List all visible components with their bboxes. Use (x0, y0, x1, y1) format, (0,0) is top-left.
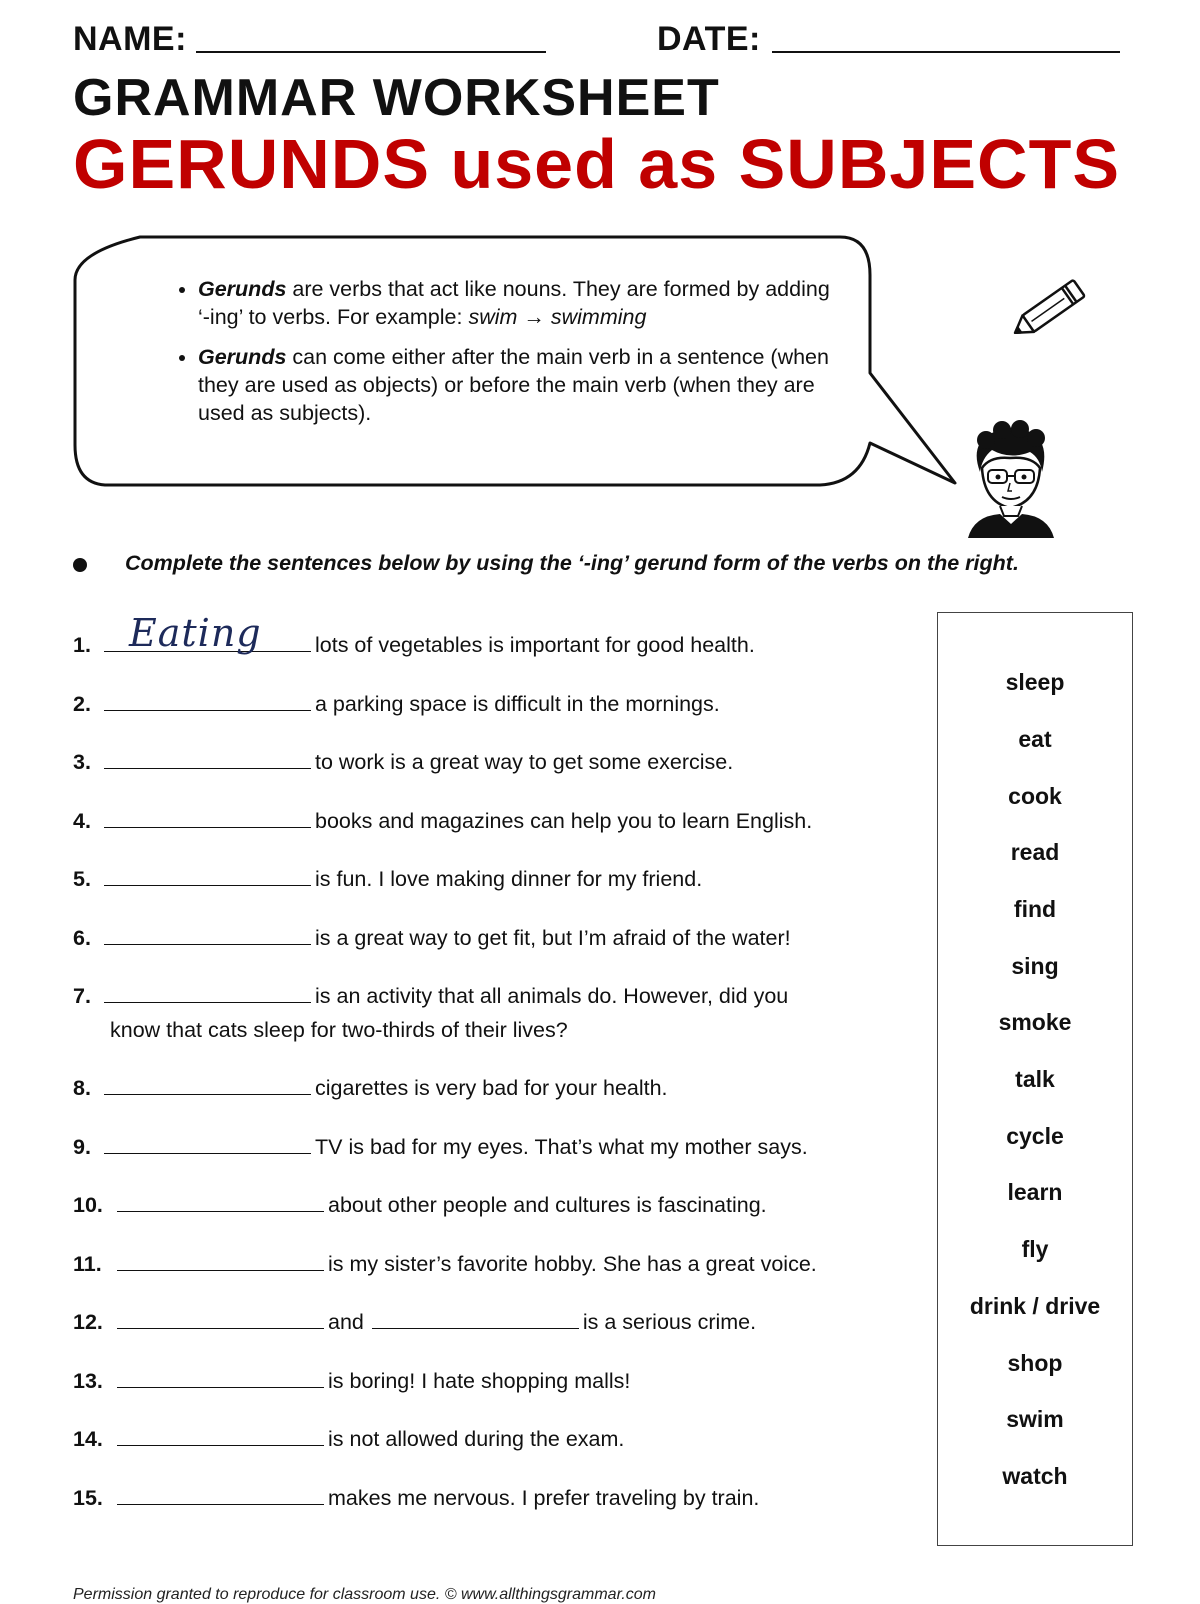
instruction: Complete the sentences below by using the ‘-ing’ gerund form of the verbs on the right. (125, 551, 1019, 575)
answer-blank[interactable] (104, 1131, 311, 1154)
topic-title: GERUNDS used as SUBJECTS (73, 125, 1121, 203)
word-bank-item: cycle (1006, 1123, 1064, 1149)
name-label: NAME: (73, 20, 187, 58)
info-bullet-2: • Gerunds can come either after the main verb in a sentence (when they are used as objects) or before the main verb (when they are used as subjects). (198, 343, 830, 427)
word-bank-item: learn (1007, 1179, 1063, 1205)
date-field[interactable] (772, 51, 1120, 53)
word-bank-item: fly (1021, 1236, 1049, 1262)
answer-blank[interactable] (104, 746, 311, 769)
exercise-4: 4. books and magazines can help you to learn English. (73, 805, 812, 834)
answer-blank-second[interactable] (372, 1306, 579, 1329)
word-bank-item: talk (1015, 1066, 1055, 1092)
date-label: DATE: (657, 20, 761, 58)
word-bank-item: drink / drive (969, 1293, 1101, 1319)
info-text (150, 275, 830, 439)
word-bank-item: cook (1008, 783, 1062, 809)
exercise-2: 2. a parking space is difficult in the mornings. (73, 688, 720, 717)
exercise-6: 6. is a great way to get fit, but I’m afraid of the water! (73, 922, 791, 951)
footer-permission: Permission granted to reproduce for classroom use. © www.allthingsgrammar.com (73, 1586, 656, 1603)
answer-blank[interactable] (104, 688, 311, 711)
answer-blank[interactable] (117, 1365, 324, 1388)
answer-blank[interactable] (104, 1072, 311, 1095)
exercise-14: 14. is not allowed during the exam. (73, 1423, 624, 1452)
handwritten-answer: Eating (129, 611, 262, 655)
word-bank-item: eat (1018, 726, 1052, 752)
exercise-15: 15. makes me nervous. I prefer traveling by train. (73, 1482, 759, 1511)
answer-blank[interactable] (117, 1189, 324, 1212)
bullet-icon (73, 558, 87, 572)
teacher-avatar (960, 420, 1060, 538)
pencil-icon (1005, 270, 1100, 345)
word-bank-item: shop (1007, 1350, 1063, 1376)
answer-blank[interactable] (117, 1482, 324, 1505)
exercise-5: 5. is fun. I love making dinner for my friend. (73, 863, 702, 892)
word-bank-item: read (1010, 839, 1060, 865)
word-bank-item: smoke (998, 1009, 1072, 1035)
word-bank-item: sing (1011, 953, 1059, 979)
exercise-3: 3. to work is a great way to get some exercise. (73, 746, 733, 775)
answer-blank[interactable] (117, 1423, 324, 1446)
answer-blank[interactable] (117, 1248, 324, 1271)
answer-blank[interactable] (104, 863, 311, 886)
answer-blank[interactable] (104, 805, 311, 828)
exercise-9: 9. TV is bad for my eyes. That’s what my mother says. (73, 1131, 808, 1160)
word-bank-item: find (1013, 896, 1057, 922)
answer-blank[interactable] (104, 922, 311, 945)
exercise-8: 8. cigarettes is very bad for your health. (73, 1072, 668, 1101)
answer-blank[interactable] (104, 980, 311, 1003)
word-bank-item: swim (1006, 1406, 1064, 1432)
exercise-1: 1. Eating lots of vegetables is important for good health. (73, 611, 755, 657)
word-bank (937, 612, 1133, 1546)
word-bank-item: sleep (1005, 669, 1065, 695)
info-bullet-1: • Gerunds are verbs that act like nouns. They are formed by adding ‘-ing’ to verbs. For example: swim → swimming (198, 275, 830, 331)
exercise-7: 7. is an activity that all animals do. However, did you (73, 980, 788, 1009)
exercise-13: 13. is boring! I hate shopping malls! (73, 1365, 630, 1394)
exercise-11: 11. is my sister’s favorite hobby. She has a great voice. (73, 1248, 817, 1277)
name-field[interactable] (196, 51, 546, 53)
answer-blank[interactable] (117, 1306, 324, 1329)
exercise-10: 10. about other people and cultures is fascinating. (73, 1189, 767, 1218)
word-bank-item: watch (1002, 1463, 1068, 1489)
exercise-12: 12. and is a serious crime. (73, 1306, 756, 1335)
exercise-7-continued: know that cats sleep for two-thirds of their lives? (110, 1018, 568, 1042)
worksheet-title: GRAMMAR WORKSHEET (73, 69, 720, 127)
answer-blank[interactable] (104, 611, 311, 655)
